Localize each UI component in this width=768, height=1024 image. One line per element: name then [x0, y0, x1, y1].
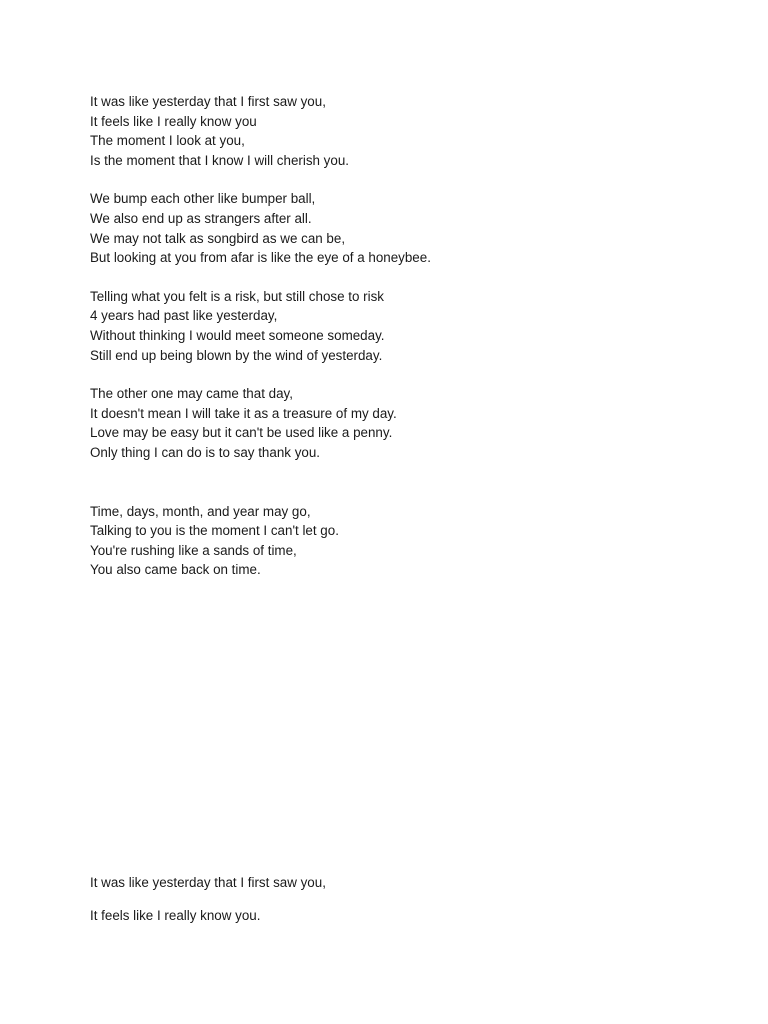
stanza-4 — [90, 384, 730, 462]
excerpt-text: It was like yesterday that I first saw you, — [90, 875, 326, 890]
poem-line: It was like yesterday that I first saw you, — [90, 94, 326, 109]
poem-line: It feels like I really know you — [90, 113, 257, 129]
poem-line: 4 years had past like yesterday, — [90, 308, 278, 324]
excerpt-text: It feels like I really know you. — [90, 908, 261, 923]
poem-line: But looking at you from afar is like the eye of a honeybee. — [90, 250, 431, 266]
poem-line: Still end up being blown by the wind of yesterday. — [90, 347, 383, 363]
poem-line: You also came back on time. — [90, 562, 261, 578]
poem-line: Is the moment that I know I will cherish you. — [90, 152, 349, 168]
poem-line: The moment I look at you, — [90, 133, 245, 149]
stanza-2 — [90, 189, 730, 267]
poem-line: We bump each other like bumper ball, — [90, 191, 316, 207]
poem-body — [90, 92, 730, 599]
stanza-5 — [90, 502, 730, 580]
poem-line: Without thinking I would meet someone someday. — [90, 327, 385, 343]
poem-line: We also end up as strangers after all. — [90, 210, 312, 226]
poem-line: Time, days, month, and year may go, — [90, 503, 311, 519]
poem-line: It doesn't mean I will take it as a treasure of my day. — [90, 405, 397, 421]
excerpt-line-1 — [90, 873, 730, 893]
stanza-1 — [90, 92, 730, 170]
stanza-3 — [90, 287, 730, 365]
poem-line: Love may be easy but it can't be used like a penny. — [90, 425, 393, 441]
poem-line: You're rushing like a sands of time, — [90, 542, 297, 558]
poem-line: Talking to you is the moment I can't let go. — [90, 523, 339, 539]
poem-line: We may not talk as songbird as we can be, — [90, 230, 346, 246]
poem-line: Telling what you felt is a risk, but still chose to risk — [90, 288, 384, 304]
poem-line: Only thing I can do is to say thank you. — [90, 444, 321, 460]
excerpt-line-2 — [90, 906, 730, 926]
poem-line: The other one may came that day, — [90, 386, 293, 402]
